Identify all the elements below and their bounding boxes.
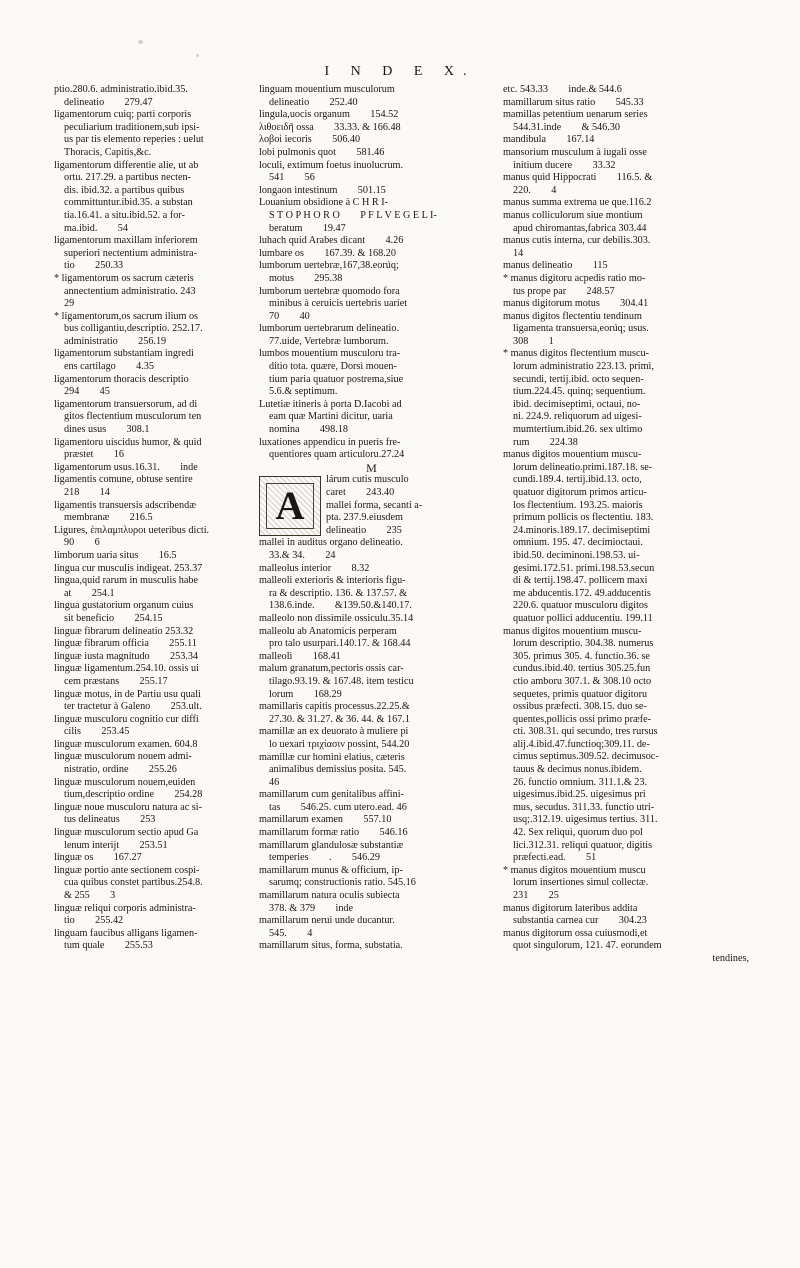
index-entry-line: λοβοὶ iecoris 506.40 xyxy=(259,134,361,146)
index-entry-line: delineatio 279.47 xyxy=(64,96,153,108)
index-entry-line: malleolo non dissimile ossiculu.35.14 xyxy=(259,612,414,624)
index-entry-line: lumborum uertebræ quomodo fora xyxy=(259,285,400,297)
index-entry-line: ma.ibid. 54 xyxy=(64,222,128,234)
index-entry-line: * manus digitos mouentium muscu xyxy=(503,864,646,876)
index-entry-line: manus colliculorum siue montium xyxy=(503,209,643,221)
index-entry-line: cua quibus constet partibus.254.8. xyxy=(64,877,203,889)
index-entry-line: mamillarum cum genitalibus affini- xyxy=(259,789,404,801)
index-entry-line: dines usus 308.1 xyxy=(64,424,150,436)
index-entry-line: 5.6.& septimum. xyxy=(269,386,338,398)
index-entry-line: ibid.50. deciminoni.198.53. ui- xyxy=(513,549,640,561)
index-entry-line: manus digitorum motus 304.41 xyxy=(503,298,649,310)
index-entry-line: cundi.189.4. tertij.ibid.13. octo, xyxy=(513,474,642,486)
index-entry-line: mamillarum situs, forma, substatia. xyxy=(259,940,403,952)
index-entry-line: * manus digitoru acpedis ratio mo- xyxy=(503,272,646,284)
index-entry-line: 220. 4 xyxy=(513,184,557,196)
index-entry-line: ditio tota. quære, Dorsi mouen- xyxy=(269,361,397,373)
index-entry-line: lenum interijt 253.51 xyxy=(64,839,168,851)
index-entry-line: animalibus demissius posita. 545. xyxy=(269,764,407,776)
index-entry-line: 77.uide, Vertebræ lumborum. xyxy=(269,335,389,347)
index-entry-line: ligamentis comune, obtuse sentire xyxy=(54,474,193,486)
index-entry-line: λιθοειδῆ ossa 33.33. & 166.48 xyxy=(259,121,401,133)
index-entry-line: 378. & 379 inde xyxy=(269,902,354,914)
index-entry-line: longaon intestinum 501.15 xyxy=(259,184,386,196)
index-entry-line: 220.6. quatuor musculoru digitos xyxy=(513,600,648,612)
index-entry-line: pro talo usurpari.140.17. & 168.44 xyxy=(269,638,411,650)
index-entry-line: linguæ musculorum nouem admi- xyxy=(54,751,192,763)
index-entry-line: mamillarum formæ ratio 546.16 xyxy=(259,827,408,839)
column-2-top xyxy=(259,84,484,462)
index-entry-line: tus delineatus 253 xyxy=(64,814,156,826)
index-entry-line: linguæ reliqui corporis administra- xyxy=(54,902,196,914)
index-entry-line: nistratio, ordine 255.26 xyxy=(64,764,177,776)
index-entry-line: Thoracis, Capitis,&c. xyxy=(64,146,152,158)
page-header: I N D E X. xyxy=(324,64,476,79)
index-entry-line: manus cutis interna, cur debilis.303. xyxy=(503,235,651,247)
index-entry-line: initium ducere 33.32 xyxy=(513,159,616,171)
decorated-initial: A xyxy=(259,476,321,536)
index-entry-line: lorum 168.29 xyxy=(269,688,342,700)
index-entry-line: tio 255.42 xyxy=(64,915,124,927)
index-entry-line: 29 xyxy=(64,298,75,310)
index-entry-line: superiori nectentium administra- xyxy=(64,247,197,259)
index-entry-line: linguam mouentium musculorum xyxy=(259,84,395,95)
index-entry-line: rum 224.38 xyxy=(513,436,578,448)
index-entry-line: etc. 543.33 inde.& 544.6 xyxy=(503,84,622,95)
index-entry-line: lumborum uertebræ,167,38.eorúq; xyxy=(259,260,399,272)
index-entry-line: linguæ musculoru cognitio cur diffi xyxy=(54,713,199,725)
index-entry-line: præstet 16 xyxy=(64,449,124,461)
index-entry-line: linguæ musculorum sectio apud Ga xyxy=(54,827,199,839)
index-entry-line: quatuor digitorum primos articu- xyxy=(513,487,647,498)
index-column-1 xyxy=(54,84,238,953)
index-entry-line: manus digitos mouentium muscu- xyxy=(503,449,642,461)
index-entry-line: lobi pulmonis quot 581.46 xyxy=(259,146,385,158)
index-entry-line: lárum cutis musculo xyxy=(326,474,409,486)
index-entry-line: 218 14 xyxy=(64,487,110,498)
index-entry-line: manus digitorum lateribus addita xyxy=(503,902,638,914)
index-entry-line: ligamentorum usus.16.31. inde xyxy=(54,461,198,473)
index-entry-line: mamillarum nerui unde ducantur. xyxy=(259,915,395,927)
index-entry-line: ligamenta transuersa,eorúq; usus. xyxy=(513,323,649,335)
index-entry-line: ni. 224.9. reliquorum ad uigesi- xyxy=(513,411,642,423)
index-entry-line: limborum uaria situs 16.5 xyxy=(54,549,177,561)
index-entry-line: lumbos mouentium musculoru tra- xyxy=(259,348,401,360)
index-entry-line: mamillæ cur homini elatius, cæteris xyxy=(259,751,405,763)
index-entry-line: alij.4.ibid.47.functioq;309.11. de- xyxy=(513,738,650,750)
index-entry-line: delineatio 252.40 xyxy=(269,96,358,108)
paper-stain xyxy=(196,54,199,57)
index-entry-line: cem præstans 255.17 xyxy=(64,675,168,687)
index-entry-line: malleolus interior 8.32 xyxy=(259,562,370,574)
index-entry-line: lingula,uocis organum 154.52 xyxy=(259,109,399,121)
index-entry-line: quot singulorum, 121. 47. eorundem xyxy=(513,940,662,952)
index-entry-line: mallei forma, secanti a- xyxy=(326,499,423,511)
index-entry-line: Ligures, ἐπιλαμπλυροι ueteribus dicti. xyxy=(54,524,210,536)
index-entry-line: S T O P H O R O P F L V E G E L I- xyxy=(269,209,437,221)
index-entry-line: los flectentium. 193.25. maioris xyxy=(513,499,643,511)
index-entry-line: mamillarum glandulosæ substantiæ xyxy=(259,839,404,851)
index-entry-line: delineatio 235 xyxy=(326,524,402,536)
index-entry-line: tauus & decimus nonus.ibidem. xyxy=(513,764,642,776)
index-entry-line: mamillarum munus & officium, ip- xyxy=(259,864,403,876)
index-entry-line: tilago.93.19. & 167.48. item testicu xyxy=(269,675,414,687)
index-entry-line: substantia carnea cur 304.23 xyxy=(513,915,647,927)
index-entry-line: lumbare os 167.39. & 168.20 xyxy=(259,247,396,259)
index-entry-line: linguam faucibus alligans ligamen- xyxy=(54,927,198,939)
drop-cap-block xyxy=(259,474,484,537)
index-entry-line: 138.6.inde. &139.50.&140.17. xyxy=(269,600,412,612)
index-entry-line: lingua gustatorium organum cuius xyxy=(54,600,194,612)
index-entry-line: linguæ ligamentum.254.10. ossis ui xyxy=(54,663,199,675)
index-entry-line: lorum delineatio.primi.187.18. se- xyxy=(513,461,653,473)
index-entry-line: linguæ iusta magnitudo 253.34 xyxy=(54,650,199,662)
section-letter-heading: M xyxy=(366,460,377,475)
index-entry-line: tia.16.41. a situ.ibid.52. a for- xyxy=(64,209,185,221)
index-entry-line: lo uexari τριχίασιν possint, 544.20 xyxy=(269,738,410,750)
index-entry-line: linguæ musculorum nouem,euiden xyxy=(54,776,196,788)
index-entry-line: manus delineatio 115 xyxy=(503,260,608,272)
index-entry-line: linguæ fibrarum delineatio 253.32 xyxy=(54,625,194,637)
index-entry-line: 27.30. & 31.27. & 36. 44. & 167.1 xyxy=(269,713,410,725)
index-entry-line: manus digitorum ossa cuiusmodi,et xyxy=(503,927,648,939)
column-3-entries xyxy=(503,84,749,953)
index-entry-line: lorum insertiones simul collectæ. xyxy=(513,877,649,889)
index-entry-line: mandibula 167.14 xyxy=(503,134,595,146)
index-entry-line: sit beneficio 254.15 xyxy=(64,612,163,624)
index-entry-line: luhach quid Arabes dicant 4.26 xyxy=(259,235,404,247)
index-entry-line: manus digitos mouentium muscu- xyxy=(503,625,642,637)
index-entry-line: peculiarium traditionem,sub ipsi- xyxy=(64,121,200,133)
index-entry-line: malleoli 168.41 xyxy=(259,650,341,662)
index-entry-line: Lutetiæ itineris à porta D.Iacobi ad xyxy=(259,398,402,410)
index-entry-line: cti. 308.31. qui secundo, tres rursus xyxy=(513,726,658,738)
index-entry-line: ortu. 217.29. a partibus necten- xyxy=(64,172,192,184)
index-entry-line: ra & descriptio. 136. & 137.57. & xyxy=(269,587,408,599)
index-entry-line: ens cartilago 4.35 xyxy=(64,361,154,373)
index-entry-line: mansorium musculum à iugali osse xyxy=(503,146,647,158)
index-entry-line: ligamentorum differentie alie, ut ab xyxy=(54,159,199,171)
index-entry-line: * manus digitos flectentium muscu- xyxy=(503,348,649,360)
index-entry-line: lumborum uertebrarum delineatio. xyxy=(259,323,400,335)
index-entry-line: 70 40 xyxy=(269,310,310,322)
index-entry-line: 305. primus 305. 4. functio.36. se xyxy=(513,650,650,662)
index-entry-line: 231 25 xyxy=(513,890,559,901)
index-entry-line: di & tertij.198.47. pollicem maxi xyxy=(513,575,648,587)
index-entry-line: manus digitos flectentiu tendinum xyxy=(503,310,642,322)
index-entry-line: 42. Sex reliqui, quorum duo pol xyxy=(513,827,643,839)
index-entry-line: cilis 253.45 xyxy=(64,726,130,738)
index-entry-line: gesimi.172.51. primi.198.53.secun xyxy=(513,562,655,574)
index-entry-line: linguæ motus, in de Partiu usu quali xyxy=(54,688,201,700)
index-entry-line: ligamentis transuersis adscribendæ xyxy=(54,499,197,511)
index-entry-line: eam quæ Martini dicitur, uaria xyxy=(269,411,393,423)
index-entry-line: linguæ musculorum examen. 604.8 xyxy=(54,738,198,750)
catchword: tendines, xyxy=(712,952,749,964)
index-entry-line: tus prope par 248.57 xyxy=(513,285,615,297)
index-entry-line: secundi, tertij.ibid. octo sequen- xyxy=(513,373,644,385)
index-entry-line: malleoli exterioris & interioris figu- xyxy=(259,575,406,587)
index-entry-line: ter tractetur à Galeno 253.ult. xyxy=(64,701,202,713)
index-entry-line: ctio amboru 307.1. & 308.10 octo xyxy=(513,675,652,687)
index-column-3 xyxy=(503,84,749,966)
column-2-bottom xyxy=(259,537,484,953)
index-entry-line: administratio 256.19 xyxy=(64,335,167,347)
index-entry-line: 544.31.inde & 546.30 xyxy=(513,121,620,133)
index-entry-line: 24.minoris.189.17. decimiseptimi xyxy=(513,524,651,536)
index-entry-line: caret 243.40 xyxy=(326,487,395,498)
index-entry-line: mamillas petentium uenarum series xyxy=(503,109,648,121)
index-entry-line: linguæ fibrarum officia 255.11 xyxy=(54,638,197,650)
index-entry-line: us par tis elemento reperies : uelut xyxy=(64,134,204,146)
index-entry-line: tio 250.33 xyxy=(64,260,124,272)
index-entry-line: lorum descriptio. 304.38. numerus xyxy=(513,638,654,650)
index-entry-line: committuntur.ibid.35. a substan xyxy=(64,197,193,209)
index-entry-line: lingua,quid rarum in musculis habe xyxy=(54,575,199,587)
index-entry-line: beratum 19.47 xyxy=(269,222,346,234)
index-entry-line: mamillarum natura oculis subiecta xyxy=(259,890,400,902)
index-entry-line: ligamentorum transuersorum, ad di xyxy=(54,398,198,410)
index-entry-line: uigesimus.ibid.25. uigesimus pri xyxy=(513,789,646,801)
index-entry-line: dis. ibid.32. a partibus quibus xyxy=(64,184,185,196)
index-entry-line: minibus à ceruicis uertebris uariet xyxy=(269,298,408,310)
index-entry-line: ligamentorum thoracis descriptio xyxy=(54,373,189,385)
index-entry-line: ligamentorum maxillam inferiorem xyxy=(54,235,198,247)
index-entry-line: mus, secudus. 311.33. functio utri- xyxy=(513,801,655,813)
index-entry-line: 14 xyxy=(513,247,524,259)
index-entry-line: Louanium obsidione à C H R I- xyxy=(259,197,389,209)
index-entry-line: linguæ noue musculoru natura ac si- xyxy=(54,801,202,813)
index-entry-line: lingua cur musculis indigeat. 253.37 xyxy=(54,562,203,574)
index-entry-line: tium paria quatuor postrema,siue xyxy=(269,373,404,385)
index-entry-line: 541 56 xyxy=(269,172,315,184)
index-entry-line: mamillaris capitis processus.22.25.& xyxy=(259,701,410,713)
index-entry-line: manus quid Hippocrati 116.5. & xyxy=(503,172,653,184)
index-entry-line: ptio.280.6. administratio.ibid.35. xyxy=(54,84,188,95)
index-entry-line: 90 6 xyxy=(64,537,100,549)
index-entry-line: sequetes, primis quatuor digitoru xyxy=(513,688,648,700)
index-entry-line: cundus.ibid.40. tertius 305.25.fun xyxy=(513,663,651,675)
index-entry-line: quentiores quam articuloru.27.24 xyxy=(269,449,405,461)
index-entry-line: apud chiromantas,fabrica 303.44 xyxy=(513,222,647,234)
index-entry-line: temperies . 546.29 xyxy=(269,852,380,864)
index-entry-line: linguæ portio ante sectionem cospi- xyxy=(54,864,200,876)
index-entry-line: me abducentis.172. 49.adducentis xyxy=(513,587,651,599)
index-entry-line: quentes,pollicis ossi primo præfe- xyxy=(513,713,652,725)
index-entry-line: pta. 237.9.eiusdem xyxy=(326,512,403,524)
index-entry-line: mumtertium.ibid.26. sex ultimo xyxy=(513,424,643,436)
index-entry-line: sarumq; constructionis ratio. 545.16 xyxy=(269,877,416,889)
index-entry-line: cimus septimus.309.52. decimusoc- xyxy=(513,751,659,763)
index-entry-line: motus 295.38 xyxy=(269,272,343,284)
index-entry-line: 26. functio omnium. 311.1.& 23. xyxy=(513,776,648,788)
index-entry-line: at 254.1 xyxy=(64,587,115,599)
index-entry-line: 46 xyxy=(269,776,280,788)
index-entry-line: usq;.312.19. uigesimus tertius. 311. xyxy=(513,814,658,826)
index-entry-line: mallei in auditus organo delineatio. xyxy=(259,537,403,549)
index-entry-line: 33.& 34. 24 xyxy=(269,550,336,561)
index-entry-line: tium,descriptio ordine 254.28 xyxy=(64,789,203,801)
index-entry-line: annectentium administratio. 243 xyxy=(64,285,196,297)
index-entry-line: mamillarum situs ratio 545.33 xyxy=(503,96,644,108)
index-entry-line: primum pollicis os flectentiu. 183. xyxy=(513,512,654,524)
index-entry-line: ossibus præfecti. 308.15. duo se- xyxy=(513,701,647,713)
index-entry-line: tium.224.45. quinq; sequentium. xyxy=(513,386,646,398)
index-entry-line: præfecti.ead. 51 xyxy=(513,852,597,864)
index-entry-line: tas 546.25. cum utero.ead. 46 xyxy=(269,801,407,813)
index-entry-line: luxationes appendicu in pueris fre- xyxy=(259,436,401,448)
index-entry-line: lici.312.31. reliqui quatuor, digitis xyxy=(513,839,653,851)
index-entry-line: manus summa extrema ue que.116.2 xyxy=(503,197,652,209)
index-entry-line: 294 45 xyxy=(64,386,110,398)
index-entry-line: nomina 498.18 xyxy=(269,424,348,436)
index-entry-line: ligamentoru uiscidus humor, & quid xyxy=(54,436,202,448)
paper-stain xyxy=(138,40,143,44)
index-entry-line: malum granatum,pectoris ossis car- xyxy=(259,663,404,675)
index-entry-line: 545. 4 xyxy=(269,927,313,939)
index-entry-line: 308 1 xyxy=(513,335,554,347)
index-entry-line: ligamentorum cuiq; parti corporis xyxy=(54,109,192,121)
index-entry-line: mamillæ an ex deuorato à muliere pi xyxy=(259,726,409,738)
index-entry-line: bus colligantiu,descriptio. 252.17. xyxy=(64,323,203,335)
index-entry-line: loculi, extimum foetus inuolucrum. xyxy=(259,159,404,171)
index-entry-line: omnium. 195. 47. decimioctaui. xyxy=(513,537,643,549)
index-entry-line: mamillarum examen 557.10 xyxy=(259,814,392,826)
index-entry-line: tum quale 255.53 xyxy=(64,940,153,952)
index-entry-line: ligamentorum substantiam ingredi xyxy=(54,348,194,360)
index-entry-line: membranæ 216.5 xyxy=(64,512,153,524)
index-entry-line: * ligamentorum,os sacrum ilium os xyxy=(54,310,199,322)
index-entry-line: & 255 3 xyxy=(64,890,116,901)
index-entry-line: quatuor pollici adducentiu. 199.11 xyxy=(513,612,653,624)
index-entry-line: gitos flectentium musculorum ten xyxy=(64,411,202,423)
index-entry-line: lorum administratio 223.13. primi, xyxy=(513,361,654,373)
index-entry-line: linguæ os 167.27 xyxy=(54,852,142,864)
index-column-2 xyxy=(259,84,484,953)
index-entry-line: ibid. decimiseptimi, octaui, no- xyxy=(513,398,641,410)
index-entry-line: * ligamentorum os sacrum cæteris xyxy=(54,272,194,284)
index-entry-line: malleolu ab Anatomicis perperam xyxy=(259,625,397,637)
